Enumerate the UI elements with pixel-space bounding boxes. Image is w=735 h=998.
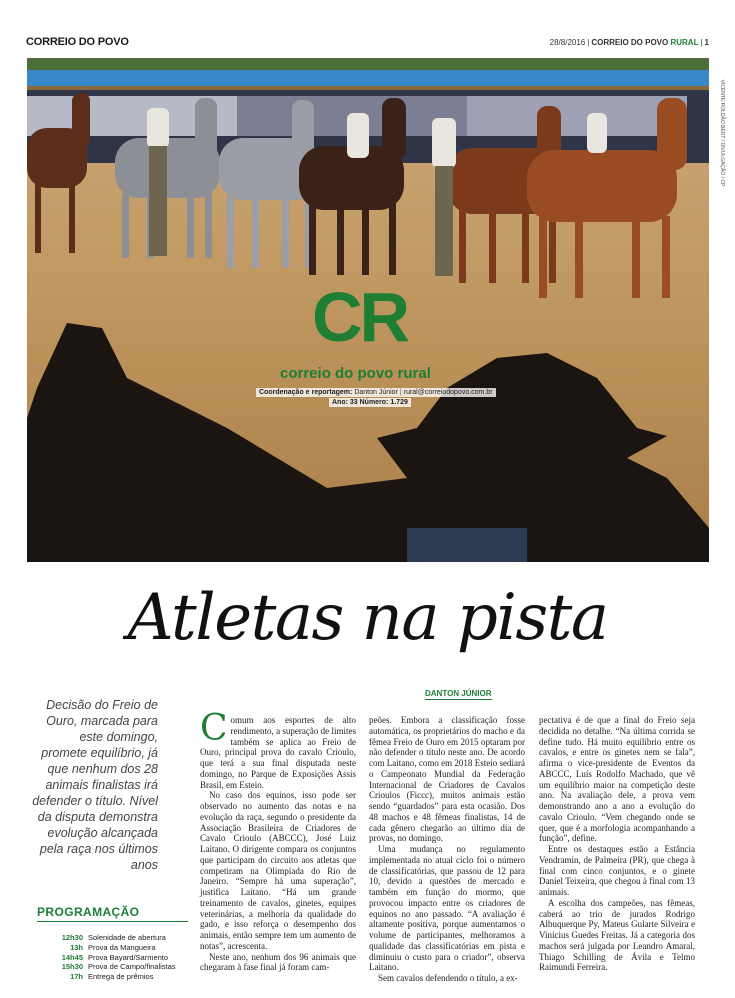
schedule-time: 15h30 <box>61 962 83 972</box>
headline: Atletas na pista <box>127 581 608 655</box>
schedule-divider <box>37 921 188 922</box>
section-logo-subtitle: correio do povo rural <box>280 365 431 382</box>
byline: DANTON JÚNIOR <box>425 689 492 698</box>
page-number: 1 <box>704 38 709 47</box>
article-paragraph: Comum aos esportes de alto rendimento, a superação de limites também se aplica ao Freio de Ouro, principal prova do cavalo Crioulo, que terá a sua final disputada neste domingo, no Parque de Exposições Assis Brasil, em Esteio. <box>200 708 356 790</box>
banner <box>467 96 687 136</box>
schedule-list <box>37 933 197 982</box>
paper-name: CORREIO DO POVO <box>591 38 669 47</box>
schedule-item <box>37 953 197 963</box>
page-header <box>26 36 709 52</box>
schedule-title: PROGRAMAÇÃO <box>37 905 140 919</box>
masthead: CORREIO DO POVO <box>26 36 129 48</box>
coordination-label: Coordenação e reportagem: <box>259 389 353 396</box>
schedule-event: Prova de Campo/finalistas <box>88 962 176 972</box>
article-paragraph: pectativa é de que a final do Freio seja decidida no detalhe. “Na última corrida se define tudo. Há muito equilíbrio entre os cavalos, e entre os ginetes nem se fala”, afirma o vice-presidente de Eventos da ABCCC, Luís Rodolfo Machado, que vê um equilíbrio maior na competição deste ano. Na avaliação dele, a prova vem demonstrando ano a ano a evolução do cavalo Crioulo. “Vem chegando onde se quer, que é a morfologia acompanhando a função”, define. <box>539 715 695 844</box>
schedule-time: 12h30 <box>61 933 83 942</box>
distant-trees <box>27 58 709 70</box>
coordination-credits: Coordenação e reportagem: Danton Júnior | rural@correiodopovo.com.br <box>256 388 496 397</box>
article-column-1 <box>200 708 356 973</box>
article-paragraph: Uma mudança no regulamento implementada no atual ciclo foi o número de classificatórias, que passou de 12 para 10, devido a questões de mercado e também em função do mormo, que provocou impacto entre os criadores de equinos no ano passado. “A avaliação é altamente positiva, porque aumentamos o volume de participantes, melhoramos a qualidade das classificatórias em pista e diminuiu o custo para o criador”, observa Laitano. <box>369 844 525 973</box>
deck-summary: Decisão do Freio de Ouro, marcada para este domingo, promete equilíbrio, já que nenhum dos 28 animais finalistas irá defender o título. Nível da disputa demonstra evolução alcançada pela raça nos últimos anos <box>32 698 158 872</box>
section-name: RURAL <box>670 38 699 47</box>
issue-number: Ano: 33 Número: 1.729 <box>329 398 411 407</box>
article-paragraph: No caso dos equinos, isso pode ser observado no aumento das notas e na evolução da raça, segundo o presidente da Associação Brasileira de Criadores de Cavalo Crioulo (ABCCC), José Luiz Laitano. O dirigente compara os conjuntos que participam do circuito aos atletas que competiram na Olimpíada do Rio de Janeiro. “Sempre há uma superação”, justifica Laitano. “Há um grande treinamento de cavalos, ginetes, equipes veterinárias, a melhoria da qualidade do gado, e isso reforça o desempenho dos animais, então sempre tem um aumento de notas”, acrescenta. <box>200 790 356 951</box>
schedule-time: 17h <box>70 972 83 982</box>
cr-logo: CR <box>312 278 408 356</box>
contact-email: rural@correiodopovo.com.br <box>403 389 493 396</box>
rail <box>27 86 709 90</box>
article-paragraph: Neste ano, nenhum dos 96 animais que chegaram à fase final já foram cam- <box>200 951 356 973</box>
schedule-time: 13h <box>70 942 83 952</box>
page-folio: 28/8/2016 | CORREIO DO POVO RURAL | 1 <box>549 38 709 47</box>
article-column-3 <box>539 715 695 973</box>
schedule-item <box>37 972 197 982</box>
schedule-item <box>37 962 197 972</box>
photo-credit: VICENTE ROLDÃO BERT / DIVULGAÇÃO / CP <box>719 79 725 187</box>
article-paragraph: Sem cavalos defendendo o título, a ex- <box>378 973 518 983</box>
schedule-event: Prova Bayard/Sarmento <box>88 952 169 962</box>
article-paragraph: peões. Embora a classificação fosse automática, os proprietários do macho e da fêmea Freio de Ouro em 2015 optaram por não defender o título neste ano. De acordo com Laitano, como em 2018 Esteio sediará o Campeonato Mundial da Federação Internacional de Criadores de Cavalos Crioulos (Ficcc), muitos animais estão sendo “guardados” para esta ocasião. Dos 48 machos e 48 fêmeas finalistas, 14 de cada gênero chegarão ao último dia de provas, no domingo. <box>369 715 525 844</box>
schedule-event: Prova da Mangueira <box>88 942 156 952</box>
article-paragraph: Entre os destaques estão a Estância Vendramin, de Palmeira (PR), que chega à final com cinco conjuntos, e o ginete Daniel Teixeira, que chegou à final com 13 animais. <box>539 844 695 897</box>
schedule-time: 14h45 <box>61 952 83 962</box>
drop-cap: C <box>200 708 228 749</box>
issue-date: 28/8/2016 <box>549 38 586 47</box>
coordinator-name: Danton Júnior <box>354 389 398 396</box>
schedule-event: Entrega de prêmios <box>88 972 154 982</box>
schedule-item <box>37 943 197 953</box>
shadow-shirt <box>407 528 527 562</box>
schedule-event: Solenidade de abertura <box>88 933 166 942</box>
schedule-item <box>37 933 197 943</box>
article-paragraph: A escolha dos campeões, nas fêmeas, caberá ao trio de jurados Rodrigo Albuquerque Py, Mateus Gularte Silveira e Vinícius Guedes Freitas. Já a categoria dos machos será julgada por Leandro Amaral, Thiago Schilling de Ávila e Telmo Raimundi Ferreira. <box>539 897 695 973</box>
article-column-2 <box>369 715 525 984</box>
